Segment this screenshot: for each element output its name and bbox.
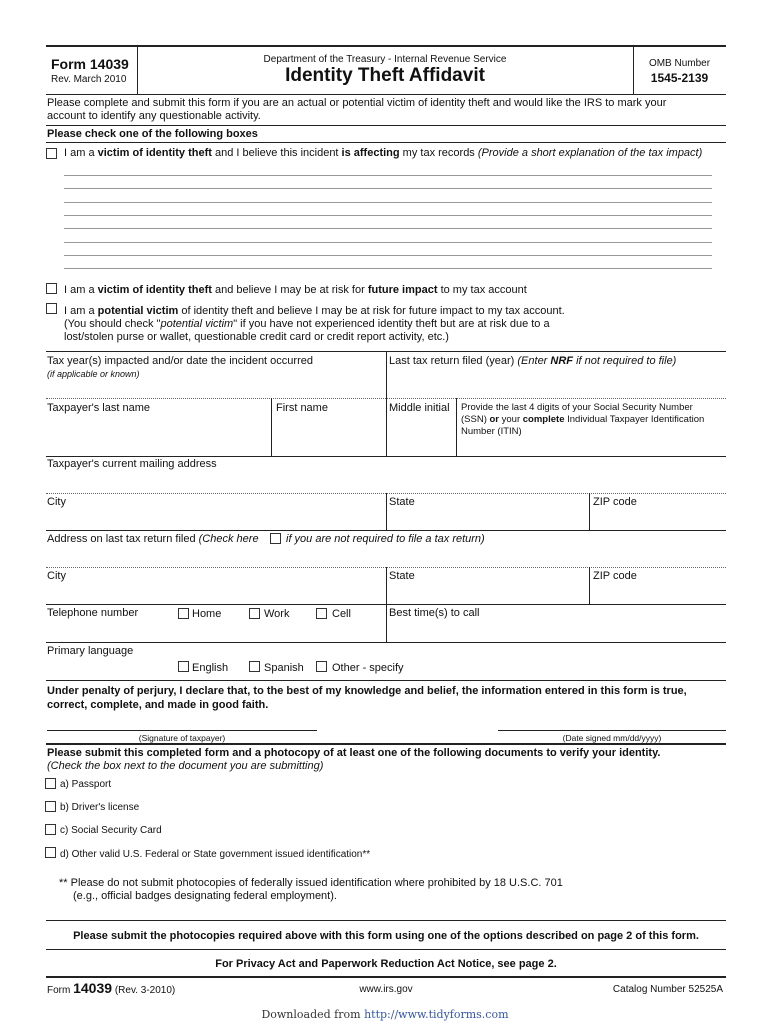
best-time-label: Best time(s) to call: [389, 607, 480, 619]
divider: [386, 567, 387, 604]
mailing-address-label: Taxpayer's current mailing address: [47, 458, 217, 470]
intro-line-2: account to identify any questionable activity.: [47, 110, 261, 122]
option-potential-line-1: I am a potential victim of identity theft and believe I may be at risk for future impact to my tax account.: [64, 305, 565, 317]
option-potential-line-3: lost/stolen purse or wallet, questionable credit card or credit report activity, etc.): [64, 331, 449, 343]
cell-label: Cell: [332, 608, 351, 620]
rule: [46, 680, 726, 681]
footer-website: www.irs.gov: [359, 984, 413, 995]
download-link[interactable]: http://www.tidyforms.com: [364, 1008, 509, 1021]
spanish-label: Spanish: [264, 662, 304, 674]
revision-date: Rev. March 2010: [51, 74, 127, 85]
document-item: b) Driver's license: [60, 802, 140, 813]
header-top-rule: [46, 45, 726, 47]
date-signed-line[interactable]: [498, 730, 726, 731]
intro-line-1: Please complete and submit this form if you are an actual or potential victim of identity theft and would like the IRS to mark your: [47, 97, 667, 109]
omb-number: 1545-2139: [650, 71, 709, 85]
tax-years-label: Tax year(s) impacted and/or date the incident occurred: [47, 355, 313, 367]
checkbox-victim-future[interactable]: [46, 283, 57, 294]
submit-note: Please submit the photocopies required above with this form using one of the options described on page 2 of this form.: [73, 930, 699, 942]
divider: [589, 493, 590, 530]
tax-years-note: (if applicable or known): [47, 369, 140, 379]
department-name: Department of the Treasury - Internal Revenue Service: [263, 54, 507, 65]
document-item: d) Other valid U.S. Federal or State government issued identification**: [60, 849, 371, 860]
header-bottom-rule: [46, 94, 726, 95]
ssn-line-2: (SSN) or your complete Individual Taxpayer Identification: [461, 414, 705, 425]
divider: [456, 398, 457, 456]
telephone-label: Telephone number: [47, 607, 139, 619]
rule: [46, 125, 726, 126]
divider: [589, 567, 590, 604]
divider: [386, 351, 387, 398]
checkbox-drivers-license[interactable]: [45, 801, 56, 812]
explanation-line[interactable]: [64, 268, 712, 269]
divider: [386, 398, 387, 456]
rule: [46, 530, 726, 531]
rule: [46, 743, 726, 745]
footer-form-number: Form 14039 (Rev. 3-2010): [47, 980, 176, 996]
checkbox-victim-affecting[interactable]: [46, 148, 57, 159]
signature-line[interactable]: [47, 730, 317, 731]
declaration-line-1: Under penalty of perjury, I declare that, to the best of my knowledge and belief, the information entered in this form is true,: [47, 685, 687, 697]
other-label: Other - specify: [332, 662, 404, 674]
option-victim-affecting-text: I am a victim of identity theft and I believe this incident is affecting my tax records (Provide a short explanation of the tax impact): [64, 147, 703, 159]
checkbox-language-other[interactable]: [316, 661, 327, 672]
documents-note-line-2: (e.g., official badges designating federal employment).: [73, 890, 337, 902]
form-label: Form 14039: [51, 56, 129, 72]
footer-catalog-number: Catalog Number 52525A: [612, 984, 723, 995]
checkbox-not-required-to-file[interactable]: [270, 533, 281, 544]
explanation-line[interactable]: [64, 202, 712, 203]
checkbox-social-security-card[interactable]: [45, 824, 56, 835]
document-item: a) Passport: [60, 779, 112, 790]
divider: [386, 604, 387, 642]
primary-language-label: Primary language: [47, 645, 134, 657]
last-name-label: Taxpayer's last name: [47, 402, 150, 414]
explanation-line[interactable]: [64, 215, 712, 216]
omb-label: OMB Number: [648, 58, 711, 69]
option-potential-line-2: (You should check "potential victim" if you have not experienced identity theft but are at risk due to a: [64, 318, 550, 330]
checkbox-phone-work[interactable]: [249, 608, 260, 619]
rule: [46, 642, 726, 643]
last-address-label-a: Address on last tax return filed (Check here: [47, 533, 259, 545]
date-signed-caption: (Date signed mm/dd/yyyy): [562, 733, 662, 743]
divider: [271, 398, 272, 456]
declaration-line-2: correct, complete, and made in good faith.: [47, 699, 269, 711]
privacy-note: For Privacy Act and Paperwork Reduction Act Notice, see page 2.: [215, 958, 557, 970]
checkbox-phone-cell[interactable]: [316, 608, 327, 619]
rule: [46, 456, 726, 457]
checkbox-potential-victim[interactable]: [46, 303, 57, 314]
documents-heading: Please submit this completed form and a photocopy of at least one of the following documents to verify your identity.: [47, 747, 661, 759]
zip-label: ZIP code: [593, 496, 637, 508]
rule: [46, 949, 726, 950]
documents-note-line-1: ** Please do not submit photocopies of federally issued identification where prohibited by 18 U.S.C. 701: [59, 877, 563, 889]
last-address-label-b: if you are not required to file a tax return): [286, 533, 485, 545]
header-divider-right: [633, 46, 634, 94]
ssn-line-3: Number (ITIN): [461, 426, 522, 437]
state-label: State: [389, 496, 415, 508]
city-label: City: [47, 496, 66, 508]
middle-initial-label: Middle initial: [389, 402, 450, 414]
explanation-line[interactable]: [64, 242, 712, 243]
option-victim-future-text: I am a victim of identity theft and believe I may be at risk for future impact to my tax account: [64, 284, 527, 296]
checkbox-language-spanish[interactable]: [249, 661, 260, 672]
documents-subheading: (Check the box next to the document you are submitting): [47, 760, 324, 772]
explanation-line[interactable]: [64, 228, 712, 229]
checkbox-language-english[interactable]: [178, 661, 189, 672]
form-title: Identity Theft Affidavit: [285, 65, 485, 86]
rule: [46, 920, 726, 921]
first-name-label: First name: [276, 402, 328, 414]
work-label: Work: [264, 608, 290, 620]
english-label: English: [192, 662, 229, 674]
checkbox-other-id[interactable]: [45, 847, 56, 858]
ssn-line-1: Provide the last 4 digits of your Social Security Number: [461, 402, 693, 413]
rule: [46, 976, 726, 978]
state-label: State: [389, 570, 415, 582]
download-credit: Downloaded from http://www.tidyforms.com: [261, 1008, 509, 1021]
signature-caption: (Signature of taxpayer): [138, 733, 226, 743]
document-item: c) Social Security Card: [60, 825, 162, 836]
divider: [386, 493, 387, 530]
check-heading: Please check one of the following boxes: [47, 128, 258, 140]
explanation-line[interactable]: [64, 255, 712, 256]
city-label: City: [47, 570, 66, 582]
home-label: Home: [192, 608, 222, 620]
explanation-line[interactable]: [64, 188, 712, 189]
zip-label: ZIP code: [593, 570, 637, 582]
last-return-label: Last tax return filed (year) (Enter NRF if not required to file): [389, 355, 677, 367]
rule: [46, 142, 726, 143]
explanation-line[interactable]: [64, 175, 712, 176]
checkbox-passport[interactable]: [45, 778, 56, 789]
checkbox-phone-home[interactable]: [178, 608, 189, 619]
